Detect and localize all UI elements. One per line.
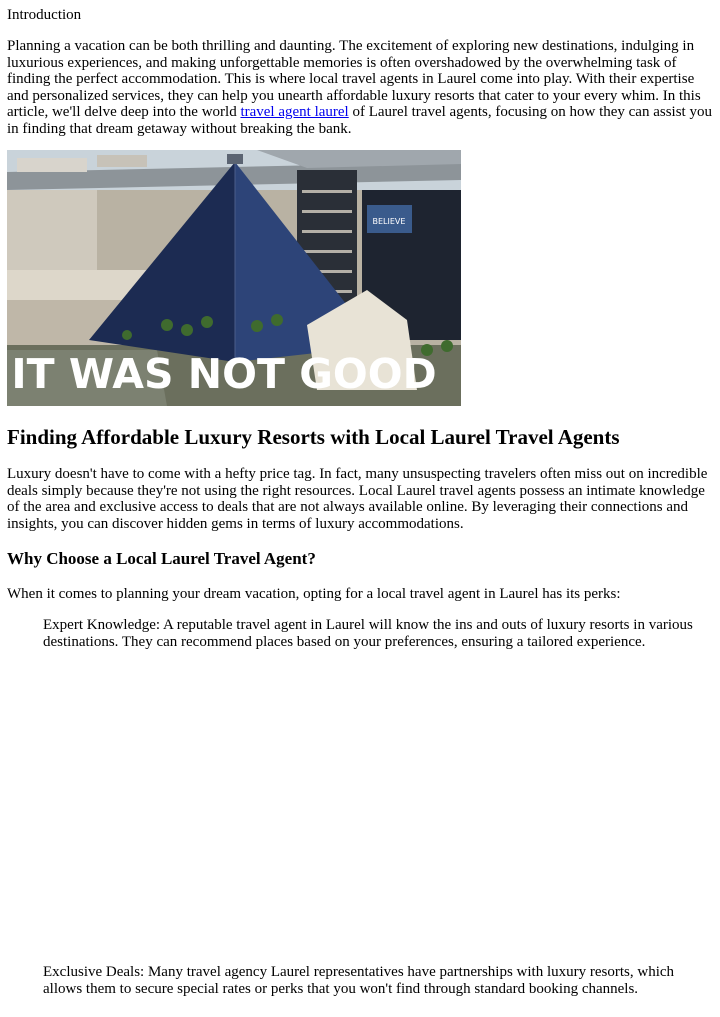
list-item: Expert Knowledge: A reputable travel agent in Laurel will know the ins and outs of luxury resorts in various destinations. They can recommend places based on your preferences, ensuring a tailored experience. <box>43 617 693 650</box>
intro-paragraph <box>7 38 713 137</box>
hero-overlay-text: IT WAS NOT GOOD <box>11 350 437 398</box>
intro-paragraph-text-before: Planning a vacation can be both thrilling and daunting. The excitement of exploring new destinations, indulging in luxurious experiences, and making unforgettable memories is often overshadowed by the overwhelming task of finding the perfect accommodation. This is where local travel agents in Laurel come into play. With their expertise and personalized services, they can help you unearth affordable luxury resorts that cater to your every whim. In this article, we'll delve deep into the world <box>7 38 701 120</box>
intro-label: Introduction <box>7 7 82 23</box>
main-heading: Finding Affordable Luxury Resorts with Local Laurel Travel Agents <box>7 425 620 449</box>
sign-text: BELIEVE <box>372 217 406 226</box>
hero-image <box>7 150 461 406</box>
luxury-paragraph: Luxury doesn't have to come with a hefty price tag. In fact, many unsuspecting travelers often miss out on incredible deals simply because they're not using the right resources. Local Laurel travel agents possess an intimate knowledge of the area and exclusive access to deals that are not always available online. By leveraging their connections and insights, you can discover hidden gems in terms of luxury accommodations. <box>7 466 708 532</box>
list-item: Exclusive Deals: Many travel agency Laurel representatives have partnerships with luxury resorts, which allows them to secure special rates or perks that you won't find through standard booking channels. <box>43 964 675 997</box>
sub-heading: Why Choose a Local Laurel Travel Agent? <box>7 549 316 568</box>
intro-paragraph-text-after: of Laurel travel agents, focusing on how they can assist you in finding that dream getaway without breaking the bank. <box>7 104 712 137</box>
travel-agent-laurel-link[interactable]: travel agent laurel <box>240 104 349 120</box>
perks-intro-paragraph: When it comes to planning your dream vacation, opting for a local travel agent in Laurel has its perks: <box>7 586 621 602</box>
